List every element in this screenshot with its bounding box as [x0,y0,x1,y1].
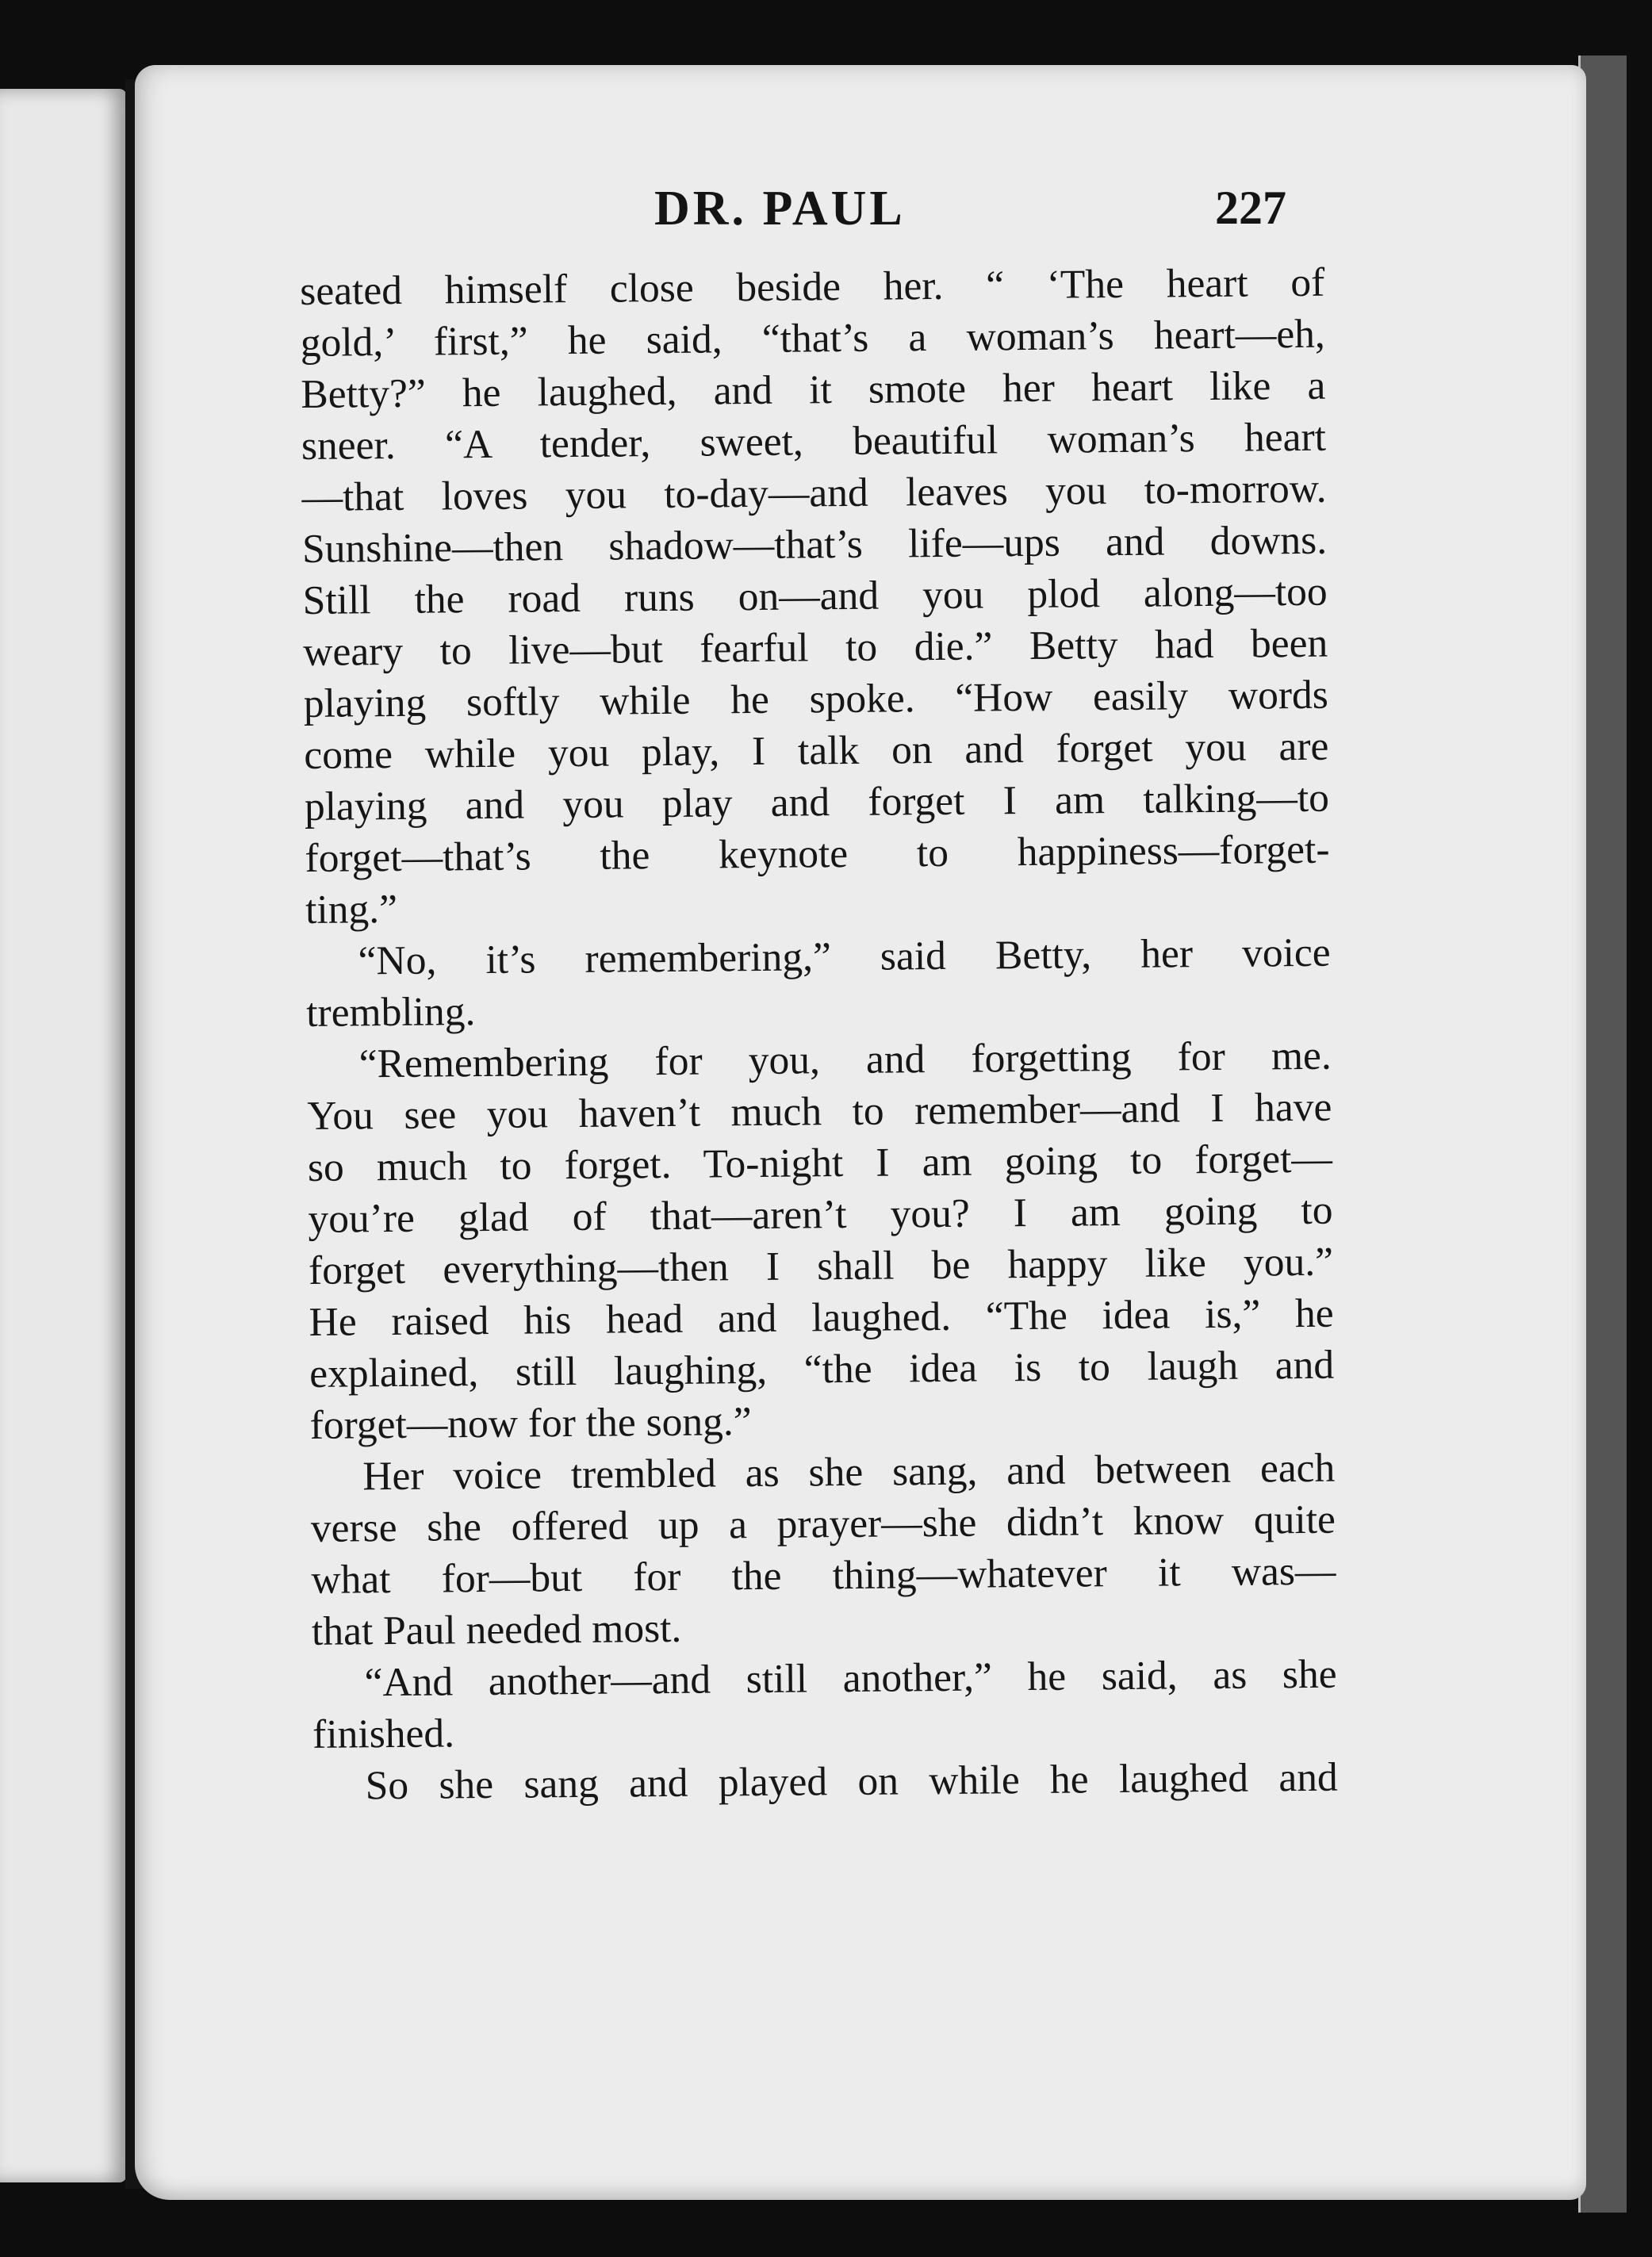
text-line: gold,’ first,” he said, “that’s a woman’s heart—eh, [300,311,1326,366]
page-number: 227 [1215,182,1286,234]
text-line: playing and you play and forget I am talking—to [304,775,1330,830]
text-line: come while you play, I talk on and forget you are [304,723,1329,778]
text-line: forget everything—then I shall be happy like you.” [308,1239,1334,1293]
text-line: playing softly while he spoke. “How easily words [303,672,1329,726]
text-line: verse she offered up a prayer—she didn’t know quite [310,1496,1336,1551]
text-line: —that loves you to-day—and leaves you to-morrow. [301,466,1327,520]
text-line: so much to forget. To-night I am going to forget— [307,1136,1333,1190]
text-line: sneer. “A tender, sweet, beautiful woman’s heart [301,414,1327,469]
text-line: weary to live—but fearful to die.” Betty had been [303,620,1328,675]
text-line: “And another—and still another,” he said, as she [364,1651,1337,1706]
text-line: forget—now for the song.” [309,1399,752,1448]
facing-page-edge [0,89,127,2182]
text-line: He raised his head and laughed. “The idea is,” he [309,1290,1334,1345]
text-line: “No, it’s remembering,” said Betty, her voice [358,929,1331,984]
text-line: seated himself close beside her. “ ‘The heart of [300,259,1325,314]
text-line: So she sang and played on while he laughed and [365,1754,1338,1809]
text-line: You see you haven’t much to remember—and I have [307,1084,1332,1139]
text-line: what for—but for the thing—whatever it was— [311,1548,1336,1603]
text-line: Betty?” he laughed, and it smote her heart like a [301,362,1326,417]
text-line: finished. [312,1711,455,1757]
text-line: that Paul needed most. [311,1605,682,1654]
text-line: you’re glad of that—aren’t you? I am going to [308,1187,1333,1242]
text-line: Still the road runs on—and you plod along—too [302,569,1328,623]
text-line: explained, still laughing, “the idea is to laugh and [309,1342,1335,1397]
text-line: Her voice trembled as she sang, and between each [362,1445,1336,1500]
text-line: trembling. [305,989,476,1036]
running-title: DR. PAUL [654,182,906,236]
text-line: ting.” [305,886,398,933]
body-text [300,257,1338,1812]
text-line: Sunshine—then shadow—that’s life—ups and downs. [301,517,1328,572]
text-line: “Remembering for you, and forgetting for me. [358,1033,1332,1087]
text-line: forget—that’s the keynote to happiness—forget- [305,826,1330,881]
